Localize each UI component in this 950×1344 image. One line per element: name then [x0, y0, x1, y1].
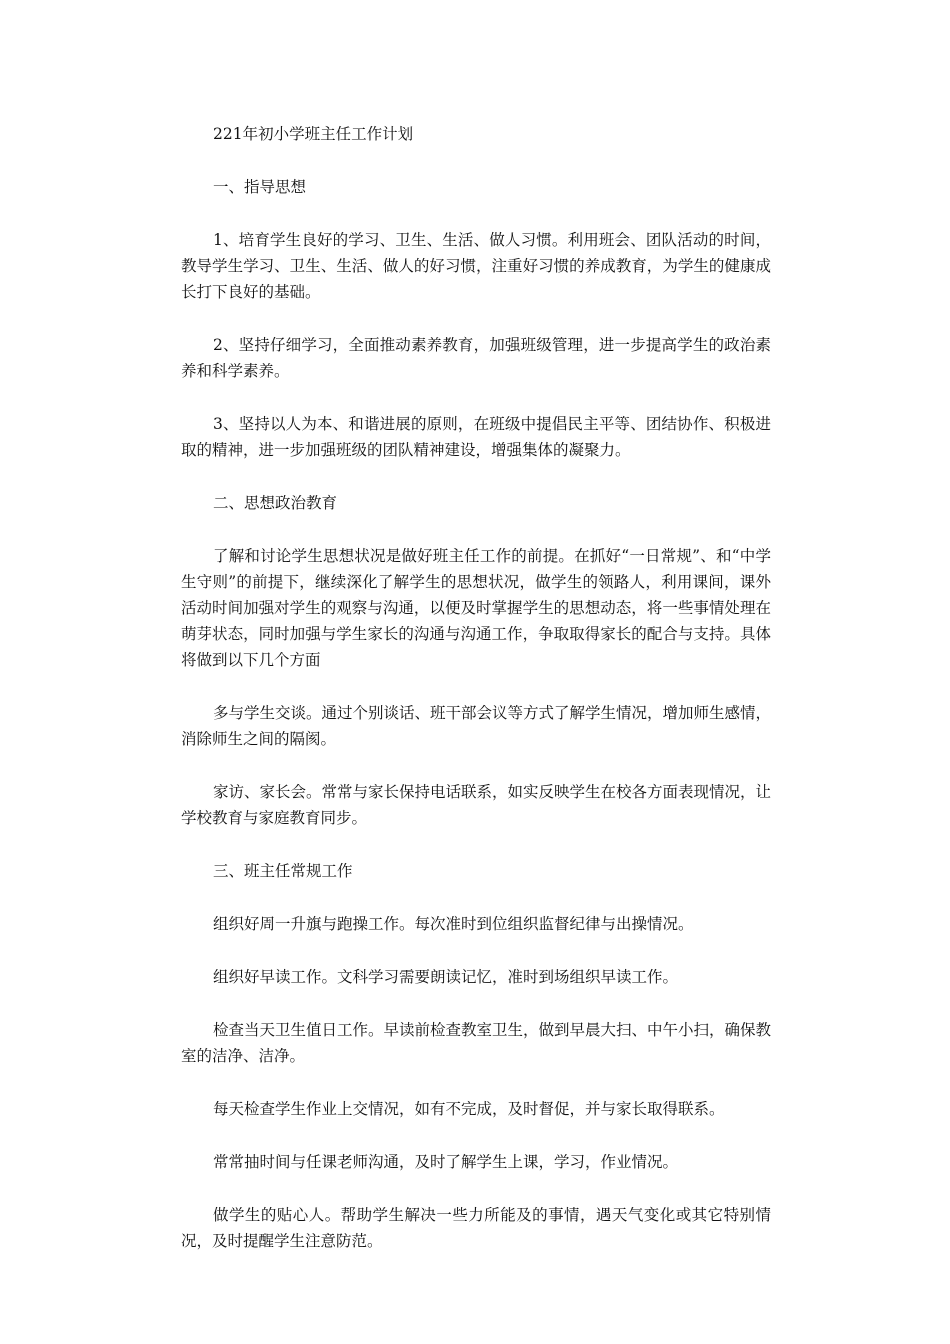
paragraph-item-3: 3、坚持以人为本、和谐进展的原则，在班级中提倡民主平等、团结协作、积极进取的精神，进一步加强班级的团队精神建设，增强集体的凝聚力。 [181, 415, 771, 459]
paragraph-hygiene-check: 检查当天卫生值日工作。早读前检查教室卫生，做到早晨大扫、中午小扫，确保教室的洁净、洁净。 [181, 1021, 772, 1065]
paragraph-morning-reading: 组织好早读工作。文科学习需要朗读记忆，准时到场组织早读工作。 [213, 968, 679, 986]
paragraph-item-1: 1、培育学生良好的学习、卫生、生活、做人习惯。利用班会、团队活动的时间，教导学生学习、卫生、生活、做人的好习惯，注重好习惯的养成教育，为学生的健康成长打下良好的基础。 [181, 231, 771, 301]
paragraph-talk-with-students: 多与学生交谈。通过个别谈话、班干部会议等方式了解学生情况，增加师生感情，消除师生之间的隔阂。 [181, 704, 772, 748]
paragraph-political-education: 了解和讨论学生思想状况是做好班主任工作的前提。在抓好“一日常规”、和“中学生守则”的前提下，继续深化了解学生的思想状况，做学生的领路人，利用课间，课外活动时间加强对学生的观察与沟通，以便及时掌握学生的思想动态，将一些事情处理在萌芽状态，同时加强与学生家长的沟通与沟通工作，争取取得家长的配合与支持。具体将做到以下几个方面 [181, 547, 771, 669]
paragraph-student-care: 做学生的贴心人。帮助学生解决一些力所能及的事情，遇天气变化或其它特别情况，及时提醒学生注意防范。 [181, 1206, 771, 1250]
paragraph-teacher-communication: 常常抽时间与任课老师沟通，及时了解学生上课，学习，作业情况。 [213, 1153, 679, 1171]
document-title: 221年初小学班主任工作计划 [213, 125, 414, 143]
section-heading-political-education: 二、思想政治教育 [213, 494, 338, 512]
paragraph-item-2: 2、坚持仔细学习，全面推动素养教育，加强班级管理，进一步提高学生的政治素养和科学素养。 [181, 336, 771, 380]
section-heading-routine-work: 三、班主任常规工作 [213, 862, 353, 880]
paragraph-homework-check: 每天检查学生作业上交情况，如有不完成，及时督促，并与家长取得联系。 [213, 1100, 725, 1118]
document-body [181, 121, 771, 1281]
section-heading-guiding-thought: 一、指导思想 [213, 178, 307, 196]
paragraph-home-visits: 家访、家长会。常常与家长保持电话联系，如实反映学生在校各方面表现情况，让学校教育与家庭教育同步。 [181, 783, 772, 827]
paragraph-flag-raising: 组织好周一升旗与跑操工作。每次准时到位组织监督纪律与出操情况。 [213, 915, 694, 933]
